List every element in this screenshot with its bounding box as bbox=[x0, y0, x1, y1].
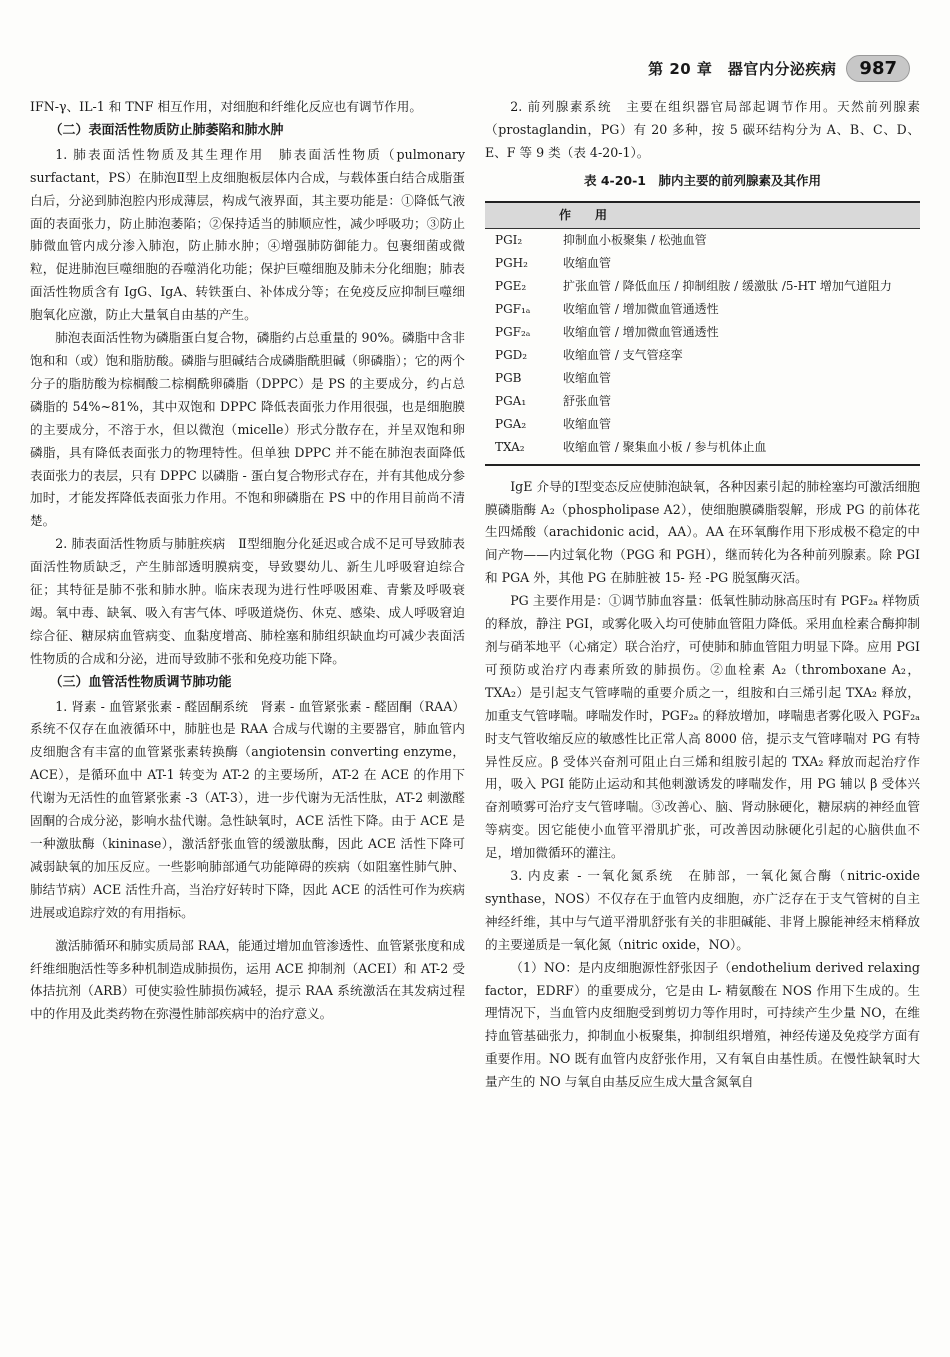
paragraph: （1）NO：是内皮细胞源性舒张因子（endothelium derived relaxing factor，EDRF）的重要成分，它是由 L- 精氨酸在 NOS 作用下生成的。生理情况下，当血管内皮细胞受到剪切力等作用时，可持续产生少量 NO，在维持血管基础张力，抑制血小板聚集，抑制组织增殖，神经传递及免疫学方面有重要作用。NO 既有血管内皮舒张作用，又有氧自由基性质。在慢性缺氧时大量产生的 NO 与氧自由基反应生成大量含氮氧自 bbox=[485, 959, 920, 1090]
table-row bbox=[485, 390, 920, 413]
left-column bbox=[30, 96, 465, 1026]
table-row bbox=[485, 436, 920, 465]
table-cell-effect: 抑制血小板聚集 / 松弛血管 bbox=[563, 232, 707, 247]
table-cell-name: PGF₂ₐ bbox=[495, 324, 531, 339]
table-header-row bbox=[485, 202, 920, 229]
prostaglandin-table bbox=[485, 201, 920, 466]
paragraph: 2. 肺表面活性物质与肺脏疾病 Ⅱ型细胞分化延迟或合成不足可导致肺表面活性物质缺乏，产生肺部透明膜病变，导致婴幼儿、新生儿呼吸窘迫综合征；其特征是肺不张和肺水肿。临床表现为进行性呼吸困难、青紫及呼吸衰竭。氧中毒、缺氧、吸入有害气体、呼吸道烧伤、休克、感染、成人呼吸窘迫综合征、糖尿病血管病变、血黏度增高、肺栓塞和肺组织缺血均可减少表面活性物质的合成和分泌，进而导致肺不张和免疫功能下降。 bbox=[30, 536, 465, 666]
paragraph: IFN-γ、IL-1 和 TNF 相互作用，对细胞和纤维化反应也有调节作用。 bbox=[30, 99, 422, 114]
table-cell-name: TXA₂ bbox=[485, 436, 559, 465]
table-cell-effect: 收缩血管 bbox=[563, 370, 612, 385]
table-row bbox=[485, 367, 920, 390]
paragraph: 激活肺循环和肺实质局部 RAA，能通过增加血管渗透性、血管紧张度和成纤维细胞活性等多种机制造成肺损伤，运用 ACE 抑制剂（ACEI）和 AT-2 受体拮抗剂（ARB）可使实验性肺损伤减轻，提示 RAA 系统激活在其发病过程中的作用及此类药物在弥漫性肺部疾病中的治疗意义。 bbox=[30, 937, 465, 1022]
table-cell-effect: 收缩血管 / 支气管痉挛 bbox=[563, 347, 683, 362]
paragraph: 肺泡表面活性物为磷脂蛋白复合物，磷脂约占总重量的 90%。磷脂中含非饱和和（或）饱和脂肪酸。磷脂与胆碱结合成磷脂酰胆碱（卵磷脂）；它的两个分子的脂肪酸为棕榈酸二棕榈酰卵磷脂（DPPC）是 PS 的主要成分，约占总磷脂的 54%~81%，其中双饱和 DPPC 降低表面张力作用很强，也是细胞膜的主要成分，不溶于水，但以微泡（micelle）形式分散存在，并呈双饱和卵磷脂，具有降低表面张力的物理特性。但单独 DPPC 并不能在肺泡表面降低表面张力的表层，只有 DPPC 以磷脂 - 蛋白复合物形式存在，并有其他成分参加时，才能发挥降低表面张力作用。不饱和卵磷脂在 PS 中的作用目前尚不清楚。 bbox=[30, 330, 465, 529]
table-row bbox=[485, 344, 920, 367]
paragraph: PG 主要作用是：①调节肺血容量：低氧性肺动脉高压时有 PGF₂ₐ 样物质的释放，静注 PGI，或雾化吸入均可使肺血管阻力降低。采用血栓素合酶抑制剂与硝苯地平（心痛定）联合治疗，可使肺和肺血管阻力明显下降。应用 PGI 可预防或治疗内毒素所致的肺损伤。②血栓素 A₂（thromboxane A₂，TXA₂）是引起支气管哮喘的重要介质之一，组胺和白三烯引起 TXA₂ 释放，加重支气管哮喘。哮喘发作时，PGF₂ₐ 的释放增加，哮喘患者雾化吸入 PGF₂ₐ 时支气管收缩反应的敏感性比正常人高 8000 倍，提示支气管哮喘对 PG 有特异性反应。β 受体兴奋剂可阻止白三烯和组胺引起的 TXA₂ 释放而起治疗作用，吸入 PGI 能防止运动和其他刺激诱发的哮喘发作，用 PG 辅以 β 受体兴奋剂喷雾可治疗支气管哮喘。③改善心、脑、肾动脉硬化，糖尿病的神经血管等病变。因它能使小血管平滑肌扩张，可改善因动脉硬化引起的心脑供血不足，增加微循环的灌注。 bbox=[485, 593, 920, 861]
table-row bbox=[485, 228, 920, 252]
right-column bbox=[485, 96, 920, 1094]
table-cell-name: PGI₂ bbox=[495, 232, 523, 247]
section-heading: （三）血管活性物质调节肺功能 bbox=[49, 674, 232, 690]
table-header-name bbox=[485, 202, 559, 229]
section-heading: （二）表面活性物质防止肺萎陷和肺水肿 bbox=[49, 122, 284, 138]
table-cell-effect: 舒张血管 bbox=[563, 393, 612, 408]
table-cell-effect: 扩张血管 / 降低血压 / 抑制组胺 / 缓激肽 /5-HT 增加气道阻力 bbox=[563, 278, 892, 293]
table-cell-name: PGH₂ bbox=[495, 255, 528, 270]
chapter-title: 第 20 章 器官内分泌疾病 bbox=[648, 59, 837, 78]
table-cell-effect: 收缩血管 / 增加微血管通透性 bbox=[563, 301, 719, 316]
table-cell-name: PGA₂ bbox=[495, 416, 527, 431]
table-row bbox=[485, 298, 920, 321]
table-caption: 表 4-20-1 肺内主要的前列腺素及其作用 bbox=[583, 172, 822, 188]
table-row bbox=[485, 275, 920, 298]
table-cell-effect: 收缩血管 / 增加微血管通透性 bbox=[563, 324, 719, 339]
paragraph: 2. 前列腺素系统 主要在组织器官局部起调节作用。天然前列腺素（prostaglandin，PG）有 20 多种，按 5 碳环结构分为 A、B、C、D、E、F 等 9 类（表 4-20-1）。 bbox=[485, 99, 920, 160]
table-cell-effect: 收缩血管 bbox=[563, 255, 612, 270]
paragraph: 3. 内皮素 - 一氧化氮系统 在肺部，一氧化氮合酶（nitric-oxide synthase，NOS）不仅存在于血管内皮细胞，亦广泛存在于支气管树的自主神经纤维，其中与气道平滑肌舒张有关的非胆碱能、非肾上腺能神经末梢释放的主要递质是一氧化氮（nitric oxide，NO）。 bbox=[485, 868, 920, 952]
paragraph: IgE 介导的Ⅰ型变态反应使肺泡缺氧，各种因素引起的肺栓塞均可激活细胞膜磷脂酶 A₂（phospholipase A2），使细胞膜磷脂裂解，形成 PG 的前体花生四烯酸（arachidonic acid，AA）。AA 在环氧酶作用下形成极不稳定的中间产物——内过氧化物（PGG 和 PGH），继而转化为各种前列腺素。除 PGI 和 PGA 外，其他 PG 在肺脏被 15- 羟 -PG 脱氢酶灭活。 bbox=[485, 478, 920, 586]
table-cell-effect: 收缩血管 bbox=[563, 416, 612, 431]
page-header bbox=[620, 52, 910, 84]
table-cell-name: PGF₁ₐ bbox=[495, 301, 531, 316]
paragraph: 1. 肺表面活性物质及其生理作用 肺表面活性物质（pulmonary surfactant，PS）在肺泡Ⅱ型上皮细胞板层体内合成，与载体蛋白结合成脂蛋白后，分泌到肺泡腔内形成薄层，构成气液界面，其主要功能是：①降低气液面的表面张力，防止肺泡萎陷；②保持适当的肺顺应性，减少呼吸功；③防止肺微血管内成分渗入肺泡，防止肺水肿；④增强肺防御能力。包裹细菌或微粒，促进肺泡巨噬细胞的吞噬消化功能；保护巨噬细胞及肺未分化细胞；肺表面活性物质含有 IgG、IgA、转铁蛋白、补体成分等；在免疫反应抑制巨噬细胞氧化应激，防止大量氧自由基的产生。 bbox=[30, 146, 465, 323]
table-cell-name: PGD₂ bbox=[495, 347, 528, 362]
paragraph: 1. 肾素 - 血管紧张素 - 醛固酮系统 肾素 - 血管紧张素 - 醛固酮（RAA）系统不仅存在血液循环中，肺脏也是 RAA 合成与代谢的主要器官，肺血管内皮细胞含有丰富的血管紧张素转换酶（angiotensin converting enzyme，ACE），是循环血中 AT-1 转变为 AT-2 的主要场所，AT-2 在 ACE 的作用下代谢为无活性的血管紧张素 -3（AT-3），进一步代谢为无活性肽，AT-2 刺激醛固酮的合成分泌，影响水盐代谢。急性缺氧时，ACE 活性下降。由于 ACE 是一种激肽酶（kininase），激活舒张血管的缓激肽酶，因此 ACE 活性下降可减弱缺氧的加压反应。一些影响肺部通气功能障碍的疾病（如阻塞性肺气肿、肺结节病）ACE 活性升高，当治疗好转时下降，因此 ACE 的活性可作为疾病进展或追踪疗效的有用指标。 bbox=[30, 698, 465, 920]
table-header-effect: 作 用 bbox=[559, 202, 920, 229]
table-cell-name: PGE₂ bbox=[495, 278, 527, 293]
table-row bbox=[485, 252, 920, 275]
table-row bbox=[485, 413, 920, 436]
table-cell-effect: 收缩血管 / 聚集血小板 / 参与机体止血 bbox=[559, 436, 920, 465]
table-row bbox=[485, 321, 920, 344]
table-cell-name: PGA₁ bbox=[495, 393, 527, 408]
table-cell-name: PGB bbox=[495, 370, 522, 385]
page-number: 987 bbox=[846, 55, 910, 82]
